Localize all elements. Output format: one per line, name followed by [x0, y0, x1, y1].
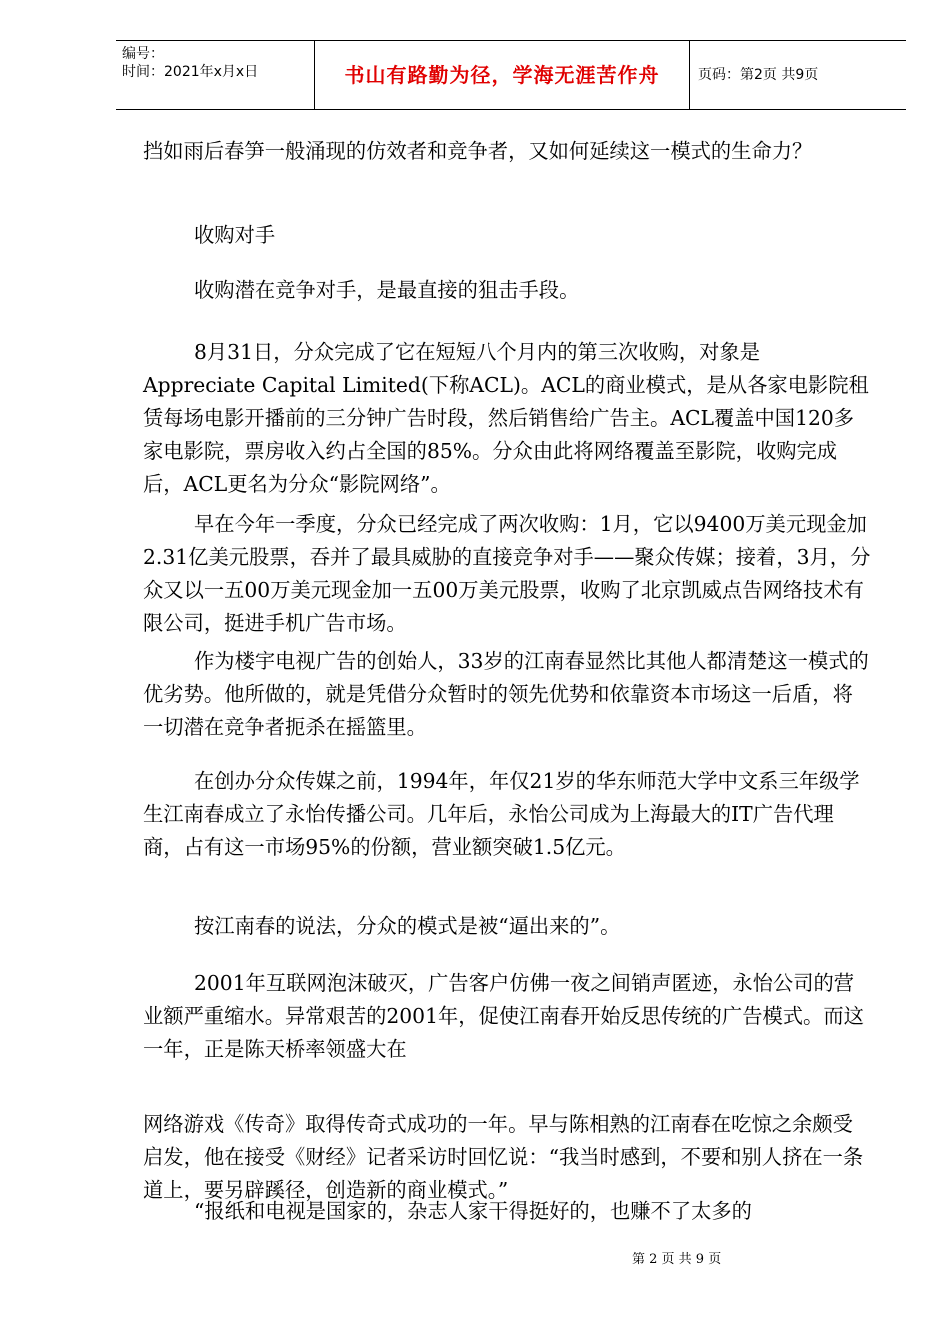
header-page-label: 页码：第2页 共9页	[698, 67, 819, 83]
paragraph: 作为楼宇电视广告的创始人，33岁的江南春显然比其他人都清楚这一模式的优劣势。他所做的，就是凭借分众暂时的领先优势和依靠资本市场这一后盾，将一切潜在竞争者扼杀在摇篮里。	[143, 649, 869, 739]
section-heading: 收购对手	[194, 223, 276, 247]
paragraph: 收购潜在竞争对手，是最直接的狙击手段。	[194, 278, 580, 302]
number-label: 编号：	[122, 46, 164, 62]
header-motto: 书山有路勤为径，学海无涯苦作舟	[315, 41, 690, 109]
paragraph: 2001年互联网泡沫破灭，广告客户仿佛一夜之间销声匿迹，永怡公司的营业额严重缩水。异常艰苦的2001年，促使江南春开始反思传统的广告模式。而这一年，正是陈天桥率领盛大在	[143, 971, 864, 1061]
page-header	[116, 40, 906, 110]
paragraph: 按江南春的说法，分众的模式是被“逼出来的”。	[194, 914, 621, 938]
paragraph: 8月31日，分众完成了它在短短八个月内的第三次收购，对象是Appreciate Capital Limited(下称ACL)。ACL的商业模式，是从各家电影院租赁每场电影开播前的三分钟广告时段，然后销售给广告主。ACL覆盖中国120多家电影院，票房收入约占全国的85%。分众由此将网络覆盖至影院，收购完成后，ACL更名为分众“影院网络”。	[143, 340, 869, 496]
time-label: 时间：2021年x月x日	[122, 64, 259, 80]
footer-page-number: 第 2 页 共 9 页	[632, 1252, 722, 1267]
paragraph: 网络游戏《传奇》取得传奇式成功的一年。早与陈相熟的江南春在吃惊之余颇受启发，他在接受《财经》记者采访时回忆说：“我当时感到，不要和别人挤在一条道上，要另辟蹊径，创造新的商业模式。”	[143, 1112, 864, 1202]
header-meta	[116, 41, 315, 109]
paragraph: “报纸和电视是国家的，杂志人家干得挺好的，也赚不了太多的	[194, 1199, 752, 1223]
paragraph: 在创办分众传媒之前，1994年，年仅21岁的华东师范大学中文系三年级学生江南春成立了永怡传播公司。几年后，永怡公司成为上海最大的IT广告代理商，占有这一市场95%的份额，营业额突破1.5亿元。	[143, 769, 860, 859]
paragraph: 早在今年一季度，分众已经完成了两次收购：1月，它以9400万美元现金加2.31亿美元股票，吞并了最具威胁的直接竞争对手——聚众传媒；接着，3月，分众又以一五00万美元现金加一五00万美元股票，收购了北京凯威点告网络技术有限公司，挺进手机广告市场。	[143, 512, 871, 635]
paragraph: 挡如雨后春笋一般涌现的仿效者和竞争者，又如何延续这一模式的生命力？	[143, 139, 813, 163]
